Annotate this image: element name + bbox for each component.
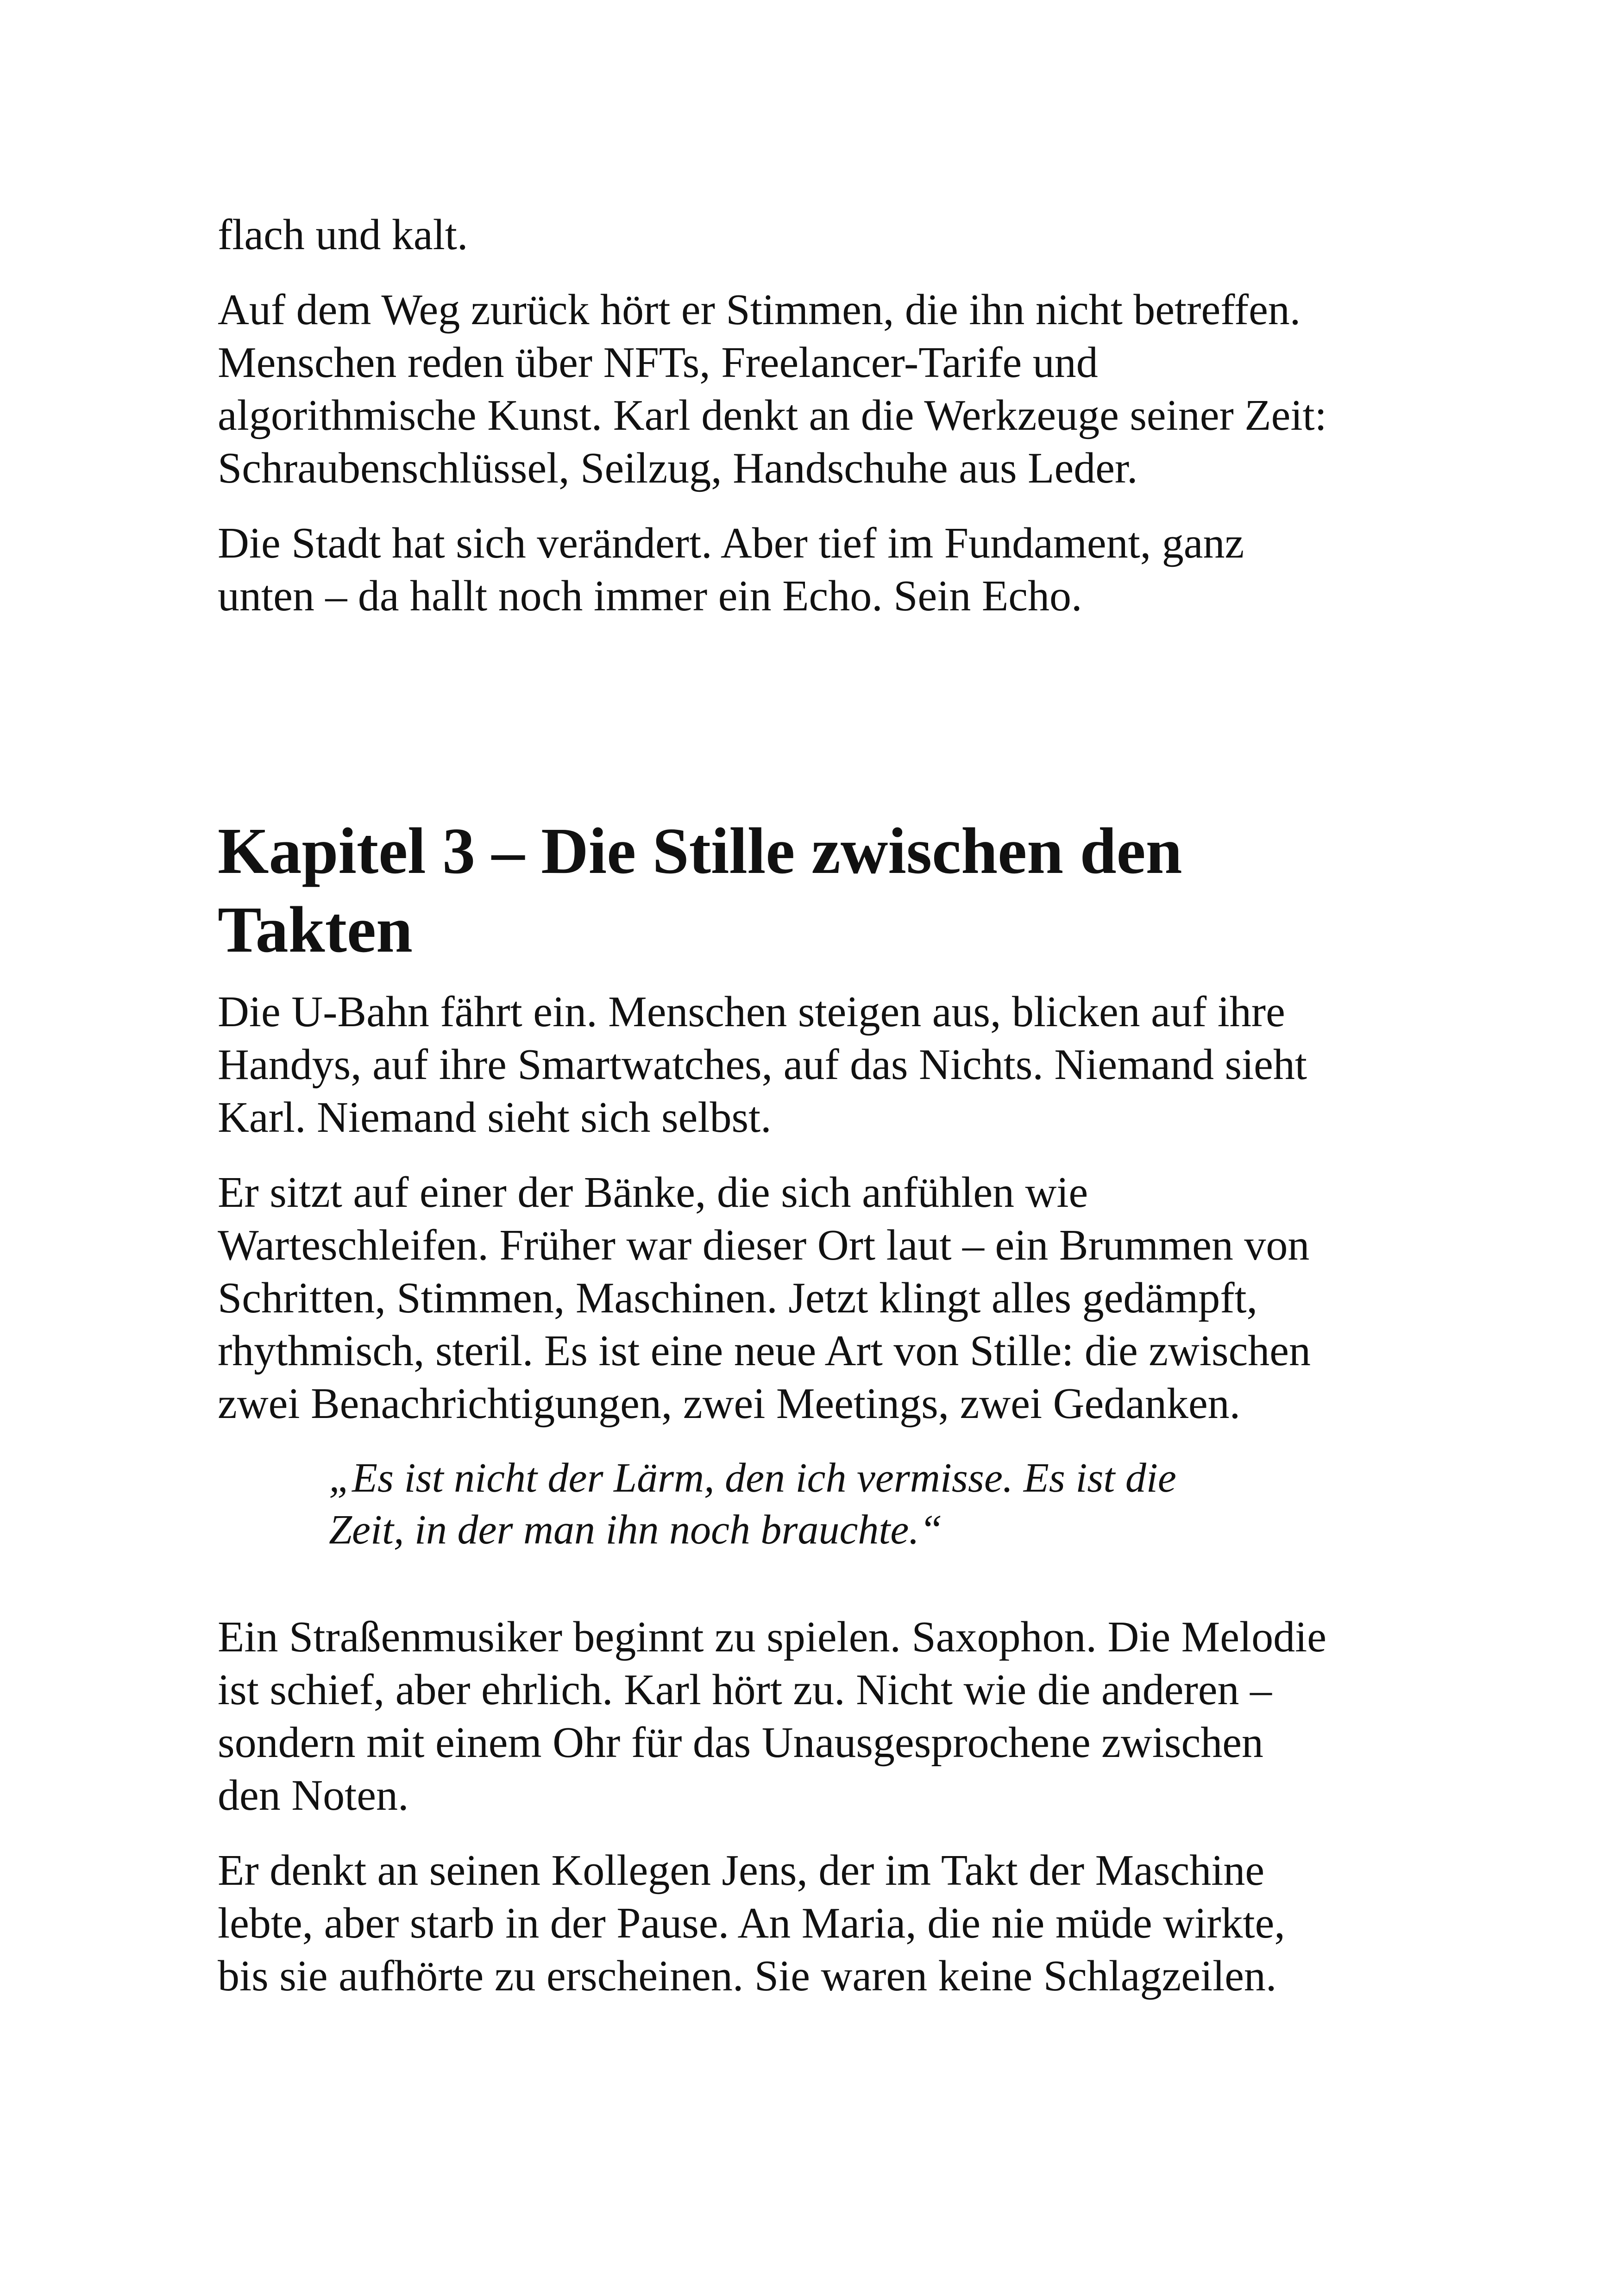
- page-content: [218, 208, 1431, 2025]
- paragraph-continuation: flach und kalt.: [218, 211, 468, 259]
- paragraph-colleagues: Er denkt an seinen Kollegen Jens, der im Takt der Maschine lebte, aber starb in der Pause. An Maria, die nie müde wirkte, bis sie aufhörte zu erscheinen. Sie waren keine Schlagzeilen.: [218, 1846, 1285, 2000]
- paragraph-bench: Er sitzt auf einer der Bänke, die sich anfühlen wie Warteschleifen. Früher war dieser Ort laut – ein Brummen von Schritten, Stimmen, Maschinen. Jetzt klingt alles gedämpft, rhythmisch, steril. Es ist eine neue Art von Stille: die zwischen zwei Benachrichtigungen, zwei Meetings, zwei Gedanken.: [218, 1168, 1311, 1428]
- paragraph-city-echo: Die Stadt hat sich verändert. Aber tief im Fundament, ganz unten – da hallt noch immer ein Echo. Sein Echo.: [218, 519, 1244, 620]
- paragraph-subway: Die U-Bahn fährt ein. Menschen steigen aus, blicken auf ihre Handys, auf ihre Smartwatches, auf das Nichts. Niemand sieht Karl. Niemand sieht sich selbst.: [218, 988, 1307, 1142]
- paragraph-street-musician: Ein Straßenmusiker beginnt zu spielen. Saxophon. Die Melodie ist schief, aber ehrlich. Karl hört zu. Nicht wie die anderen – sondern mit einem Ohr für das Unausgesprochene zwischen den Noten.: [218, 1613, 1326, 1819]
- chapter-heading: Kapitel 3 – Die Stille zwischen den Takten: [218, 814, 1182, 966]
- block-quote: „Es ist nicht der Lärm, den ich vermisse. Es ist die Zeit, in der man ihn noch brauchte.“: [329, 1455, 1176, 1553]
- paragraph-voices: Auf dem Weg zurück hört er Stimmen, die ihn nicht betreffen. Menschen reden über NFTs, Freelancer-Tarife und algorithmische Kunst. Karl denkt an die Werkzeuge seiner Zeit: Schraubenschlüssel, Seilzug, Handschuhe aus Leder.: [218, 286, 1327, 492]
- section-gap: [218, 645, 1431, 811]
